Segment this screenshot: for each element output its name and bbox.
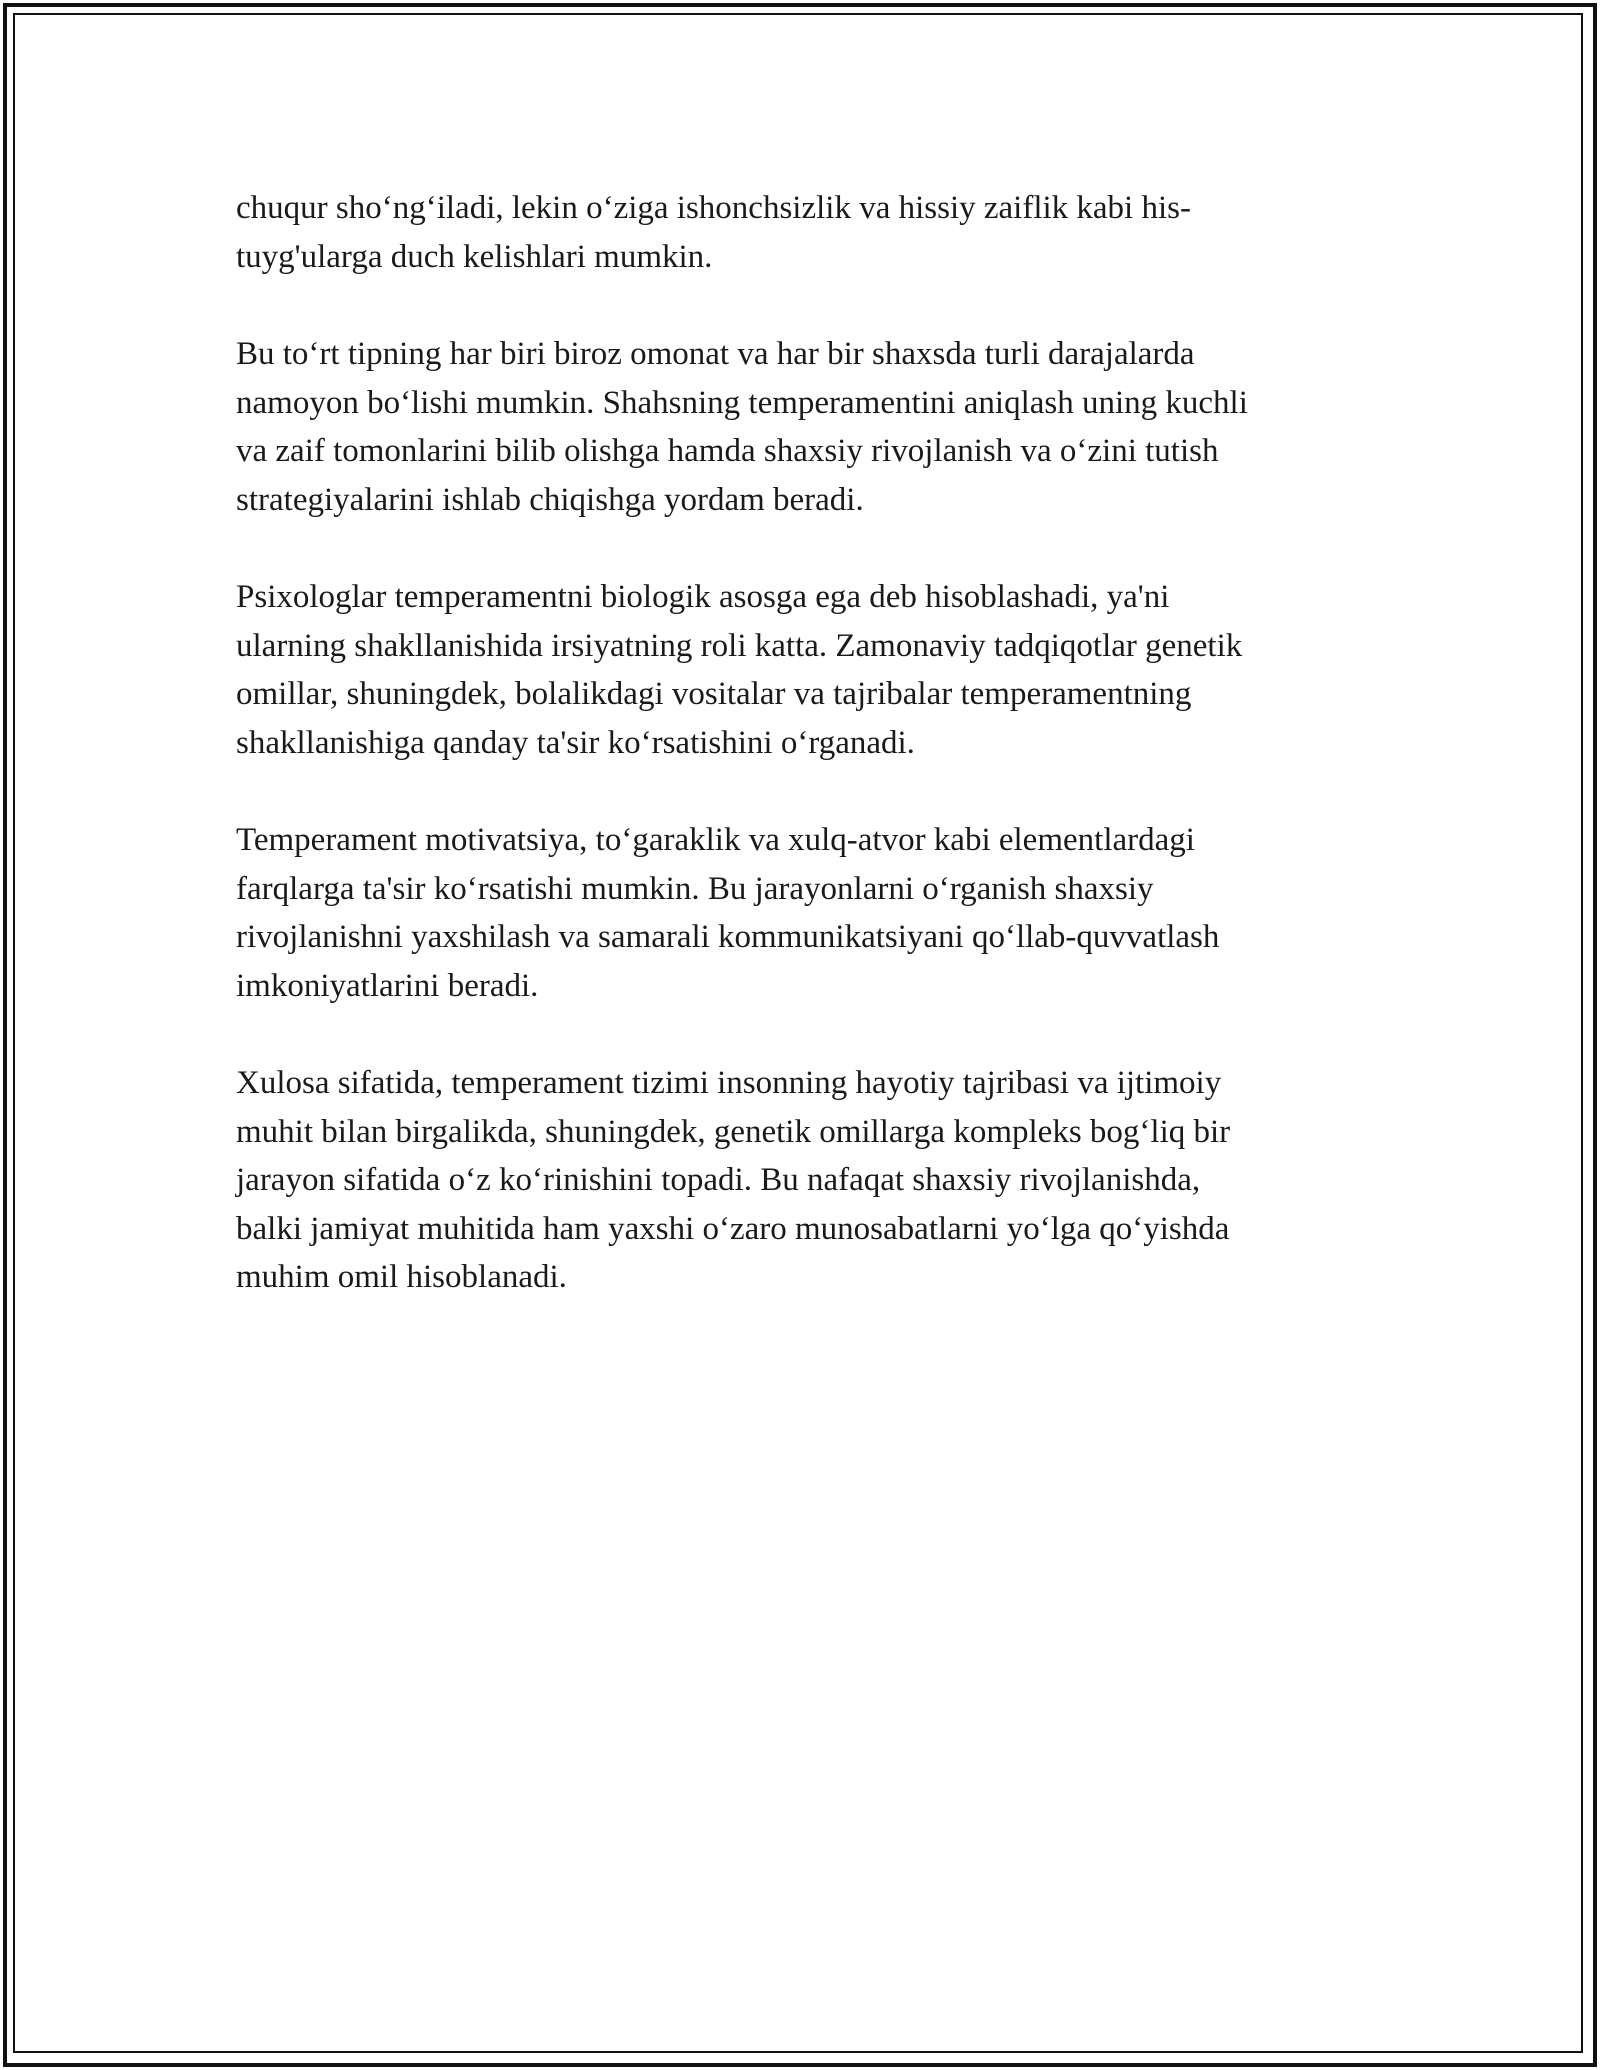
paragraph-5: Xulosa sifatida, temperament tizimi insonning hayotiy tajribasi va ijtimoiy muhit bilan birgalikda, shuningdek, genetik omillarga kompleks bog‘liq bir jarayon sifatida o‘z ko‘rinishini topadi. Bu nafaqat shaxsiy rivojlanishda, balki jamiyat muhitida ham yaxshi o‘zaro munosabatlarni yo‘lga qo‘yishda muhim omil hisoblanadi. bbox=[236, 1065, 1231, 1295]
paragraph-1: chuqur sho‘ng‘iladi, lekin o‘ziga ishonchsizlik va hissiy zaiflik kabi his- tuyg'ularga duch kelishlari mumkin. bbox=[236, 190, 1191, 275]
paragraph-2: Bu to‘rt tipning har biri biroz omonat va har bir shaxsda turli darajalarda namoyon bo‘lishi mumkin. Shahsning temperamentini aniqlash uning kuchli va zaif tomonlarini bilib olishga hamda shaxsiy rivojlanish va o‘zini tutish strategiyalarini ishlab chiqishga yordam beradi. bbox=[236, 336, 1248, 518]
paragraph-3: Psixologlar temperamentni biologik asosga ega deb hisoblashadi, ya'ni ularning shakllanishida irsiyatning roli katta. Zamonaviy tadqiqotlar genetik omillar, shuningdek, bolalikdagi vositalar va tajribalar temperamentning shakllanishiga qanday ta'sir ko‘rsatishini o‘rganadi. bbox=[236, 579, 1243, 761]
document-body bbox=[236, 184, 1366, 1302]
paragraph-4: Temperament motivatsiya, to‘garaklik va xulq-atvor kabi elementlardagi farqlarga ta'sir ko‘rsatishi mumkin. Bu jarayonlarni o‘rganish shaxsiy rivojlanishni yaxshilash va samarali kommunikatsiyani qo‘llab-quvvatlash imkoniyatlarini beradi. bbox=[236, 822, 1220, 1004]
